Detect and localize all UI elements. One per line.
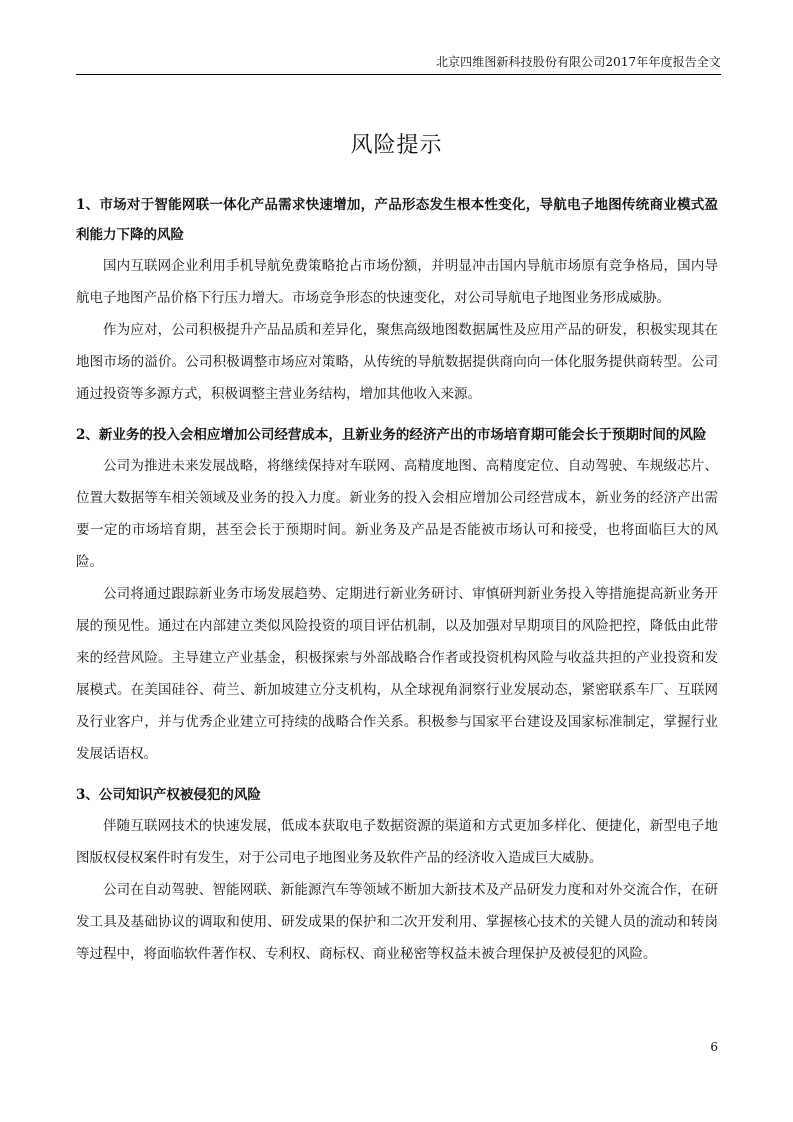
risk-content: [76, 190, 718, 980]
page-header: [76, 50, 721, 75]
section-paragraph: 伴随互联网技术的快速发展，低成本获取电子数据资源的渠道和方式更加多样化、便捷化，新型电子地图版权侵权案件时有发生，对于公司电子地图业务及软件产品的经济收入造成巨大威胁。: [76, 818, 718, 866]
section-paragraph: 公司在自动驾驶、智能网联、新能源汽车等领域不断加大新技术及产品研发力度和对外交流合作，在研发工具及基础协议的调取和使用、研发成果的保护和二次开发利用、掌握核心技术的关键人员的流动和转岗等过程中，将面临软件著作权、专利权、商标权、商业秘密等权益未被合理保护及被侵犯的风险。: [76, 882, 718, 962]
risk-section-intellectual-property: [76, 780, 718, 970]
section-heading: 3、公司知识产权被侵犯的风险: [76, 787, 261, 803]
section-paragraph: 公司为推进未来发展战略，将继续保持对车联网、高精度地图、高精度定位、自动驾驶、车规级芯片、位置大数据等车相关领域及业务的投入力度。新业务的投入会相应增加公司经营成本，新业务的经济产出需要一定的市场培育期，甚至会长于预期时间。新业务及产品是否能被市场认可和接受，也将面临巨大的风险。: [76, 458, 718, 570]
page-number: 6: [710, 1040, 718, 1054]
section-heading: 2、新业务的投入会相应增加公司经营成本，且新业务的经济产出的市场培育期可能会长于预期时间的风险: [76, 427, 707, 443]
section-paragraph: 国内互联网企业利用手机导航免费策略抢占市场份额，并明显冲击国内导航市场原有竞争格局，国内导航电子地图产品价格下行压力增大。市场竞争形态的快速变化，对公司导航电子地图业务形成威胁。: [76, 258, 718, 306]
risk-section-market: [76, 190, 718, 410]
page-title: 风险提示: [350, 133, 443, 158]
risk-section-new-business: [76, 420, 718, 770]
section-heading: 1、市场对于智能网联一体化产品需求快速增加，产品形态发生根本性变化，导航电子地图传统商业模式盈利能力下降的风险: [76, 197, 718, 243]
section-paragraph: 公司将通过跟踪新业务市场发展趋势、定期进行新业务研讨、审慎研判新业务投入等措施提高新业务开展的预见性。通过在内部建立类似风险投资的项目评估机制，以及加强对早期项目的风险把控，降低由此带来的经营风险。主导建立产业基金，积极探索与外部战略合作者或投资机构风险与收益共担的产业投资和发展模式。在美国硅谷、荷兰、新加坡建立分支机构，从全球视角洞察行业发展动态，紧密联系车厂、互联网及行业客户，并与优秀企业建立可持续的战略合作关系。积极参与国家平台建设及国家标准制定，掌握行业发展话语权。: [76, 586, 718, 762]
section-paragraph: 作为应对，公司积极提升产品品质和差异化，聚焦高级地图数据属性及应用产品的研发，积极实现其在地图市场的溢价。公司积极调整市场应对策略，从传统的导航数据提供商向向一体化服务提供商转型。公司通过投资等多源方式，积极调整主营业务结构，增加其他收入来源。: [76, 322, 718, 402]
header-report-title: 北京四维图新科技股份有限公司2017年年度报告全文: [435, 55, 721, 69]
